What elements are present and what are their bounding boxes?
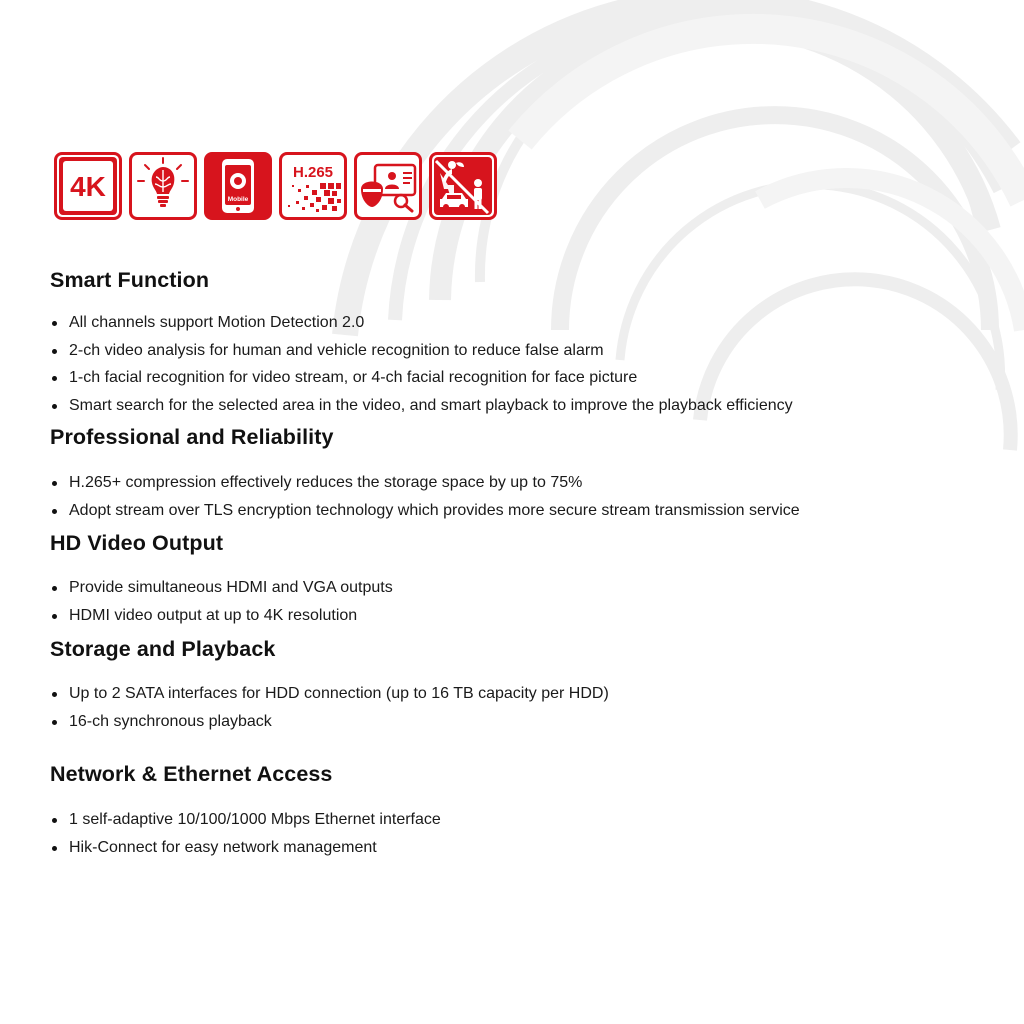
hd-video-output-list [50,574,393,629]
bullet-icon [52,349,57,354]
list-item: 16-ch synchronous playback [50,708,609,736]
section-title-smart-function: Smart Function [50,268,210,292]
mobile-icon-label: Mobile [227,196,249,203]
bullet-icon [52,614,57,619]
bullet-icon [52,376,57,381]
smart-brain-bulb-icon [129,152,197,220]
list-item: Up to 2 SATA interfaces for HDD connection (up to 16 TB capacity per HDD) [50,680,609,708]
storage-playback-list [50,680,609,735]
h265-icon-label: H.265 [292,164,334,181]
bullet-icon [52,818,57,823]
section-title-storage-playback: Storage and Playback [50,637,276,661]
list-item: Adopt stream over TLS encryption technology which provides more secure stream transmission service [50,497,800,525]
list-item: Hik-Connect for easy network management [50,834,441,862]
network-ethernet-list [50,806,441,861]
section-title-network-ethernet: Network & Ethernet Access [50,762,333,786]
bullet-icon [52,846,57,851]
bullet-icon [52,404,57,409]
human-vehicle-recognition-icon [429,152,497,220]
section-title-professional-reliability: Professional and Reliability [50,425,334,449]
bullet-icon [52,720,57,725]
mobile-phone-icon [204,152,272,220]
bullet-icon [52,509,57,514]
list-item: All channels support Motion Detection 2.0 [50,309,793,337]
smart-function-list [50,309,793,420]
bullet-icon [52,481,57,486]
facial-recognition-icon [354,152,422,220]
professional-reliability-list [50,469,800,524]
list-item: 1 self-adaptive 10/100/1000 Mbps Ethernet interface [50,806,441,834]
bullet-icon [52,321,57,326]
feature-icons-row [54,152,504,220]
4k-icon-label: 4K [70,171,106,202]
list-item: Provide simultaneous HDMI and VGA outputs [50,574,393,602]
4k-icon [54,152,122,220]
bullet-icon [52,692,57,697]
list-item: 1-ch facial recognition for video stream, or 4-ch facial recognition for face picture [50,364,793,392]
list-item: H.265+ compression effectively reduces the storage space by up to 75% [50,469,800,497]
bullet-icon [52,586,57,591]
list-item: HDMI video output at up to 4K resolution [50,602,393,630]
h265-compression-icon [279,152,347,220]
section-title-hd-video-output: HD Video Output [50,531,224,555]
list-item: Smart search for the selected area in the video, and smart playback to improve the playback efficiency [50,392,793,420]
list-item: 2-ch video analysis for human and vehicle recognition to reduce false alarm [50,337,793,365]
